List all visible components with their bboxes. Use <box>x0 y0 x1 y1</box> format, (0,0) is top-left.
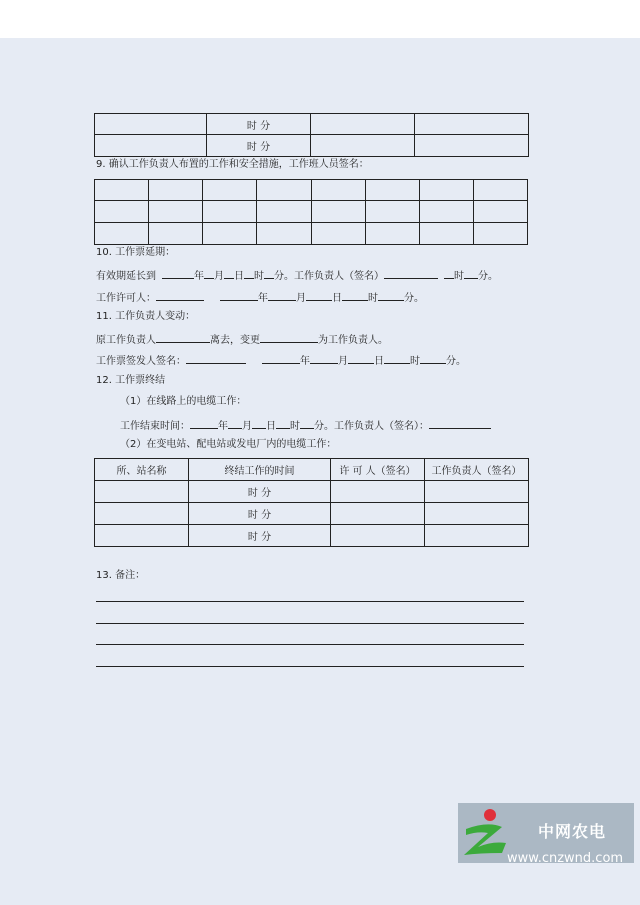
table-row <box>95 180 528 201</box>
blank-field[interactable] <box>306 290 332 301</box>
blank-field[interactable] <box>310 353 338 364</box>
time-cell: 时 分 <box>207 135 311 157</box>
table-header-row <box>95 459 529 481</box>
table-row <box>95 525 529 547</box>
top-time-table <box>94 113 529 157</box>
blank-field[interactable] <box>244 268 254 279</box>
time-cell: 时 分 <box>207 114 311 135</box>
sec13-title: 13. 备注： <box>96 570 146 581</box>
table-row <box>95 481 529 503</box>
blank-field[interactable] <box>252 418 266 429</box>
column-header: 工作负责人（签名） <box>425 459 529 481</box>
sec10-title: 10. 工作票延期： <box>96 247 176 258</box>
blank-field[interactable] <box>220 290 258 301</box>
blank-field[interactable] <box>348 353 374 364</box>
sec12-title: 12. 工作票终结 <box>96 375 166 386</box>
watermark-name: 中网农电 <box>538 822 607 841</box>
sec10-extension-line: 有效期延长到 年 月 日 时 分。工作负责人（签名） 时 分。 <box>96 268 498 283</box>
table-row <box>95 201 528 223</box>
blank-field[interactable] <box>342 290 368 301</box>
blank-field[interactable] <box>190 418 218 429</box>
blank-field[interactable] <box>464 268 478 279</box>
blank-field[interactable] <box>162 268 194 279</box>
sec11-title: 11. 工作负责人变动： <box>96 311 196 322</box>
blank-field[interactable] <box>262 353 300 364</box>
table-row <box>95 503 529 525</box>
blank-field[interactable] <box>378 290 404 301</box>
time-cell: 时 分 <box>189 503 331 525</box>
signature-field[interactable] <box>384 268 438 279</box>
signature-field[interactable] <box>156 332 210 343</box>
blank-field[interactable] <box>444 268 454 279</box>
sec10-permit-line: 工作许可人： 年 月 日 时 分。 <box>96 290 424 305</box>
signature-field[interactable] <box>156 290 204 301</box>
blank-field[interactable] <box>384 353 410 364</box>
table-row <box>95 223 528 245</box>
column-header: 终结工作的时间 <box>189 459 331 481</box>
remarks-line[interactable] <box>96 644 524 645</box>
remarks-line[interactable] <box>96 601 524 602</box>
sec11-issuer-line: 工作票签发人签名： 年 月 日 时 分。 <box>96 353 466 368</box>
table-row <box>95 114 529 135</box>
sec9-title: 9. 确认工作负责人布置的工作和安全措施，工作班人员签名： <box>96 159 369 170</box>
station-termination-table <box>94 458 529 547</box>
blank-field[interactable] <box>264 268 274 279</box>
remarks-line[interactable] <box>96 666 524 667</box>
signature-field[interactable] <box>429 418 491 429</box>
signature-field[interactable] <box>260 332 318 343</box>
blank-field[interactable] <box>276 418 290 429</box>
remarks-line[interactable] <box>96 623 524 624</box>
sec11-change-line: 原工作负责人 离去，变更 为工作负责人。 <box>96 332 388 347</box>
blank-field[interactable] <box>300 418 314 429</box>
blank-field[interactable] <box>224 268 234 279</box>
time-cell: 时 分 <box>189 525 331 547</box>
sec12-item2: （2）在变电站、配电站或发电厂内的电缆工作： <box>120 439 337 450</box>
watermark-url: www.cnzwnd.com <box>507 851 624 866</box>
blank-field[interactable] <box>268 290 296 301</box>
sec12-item1: （1）在线路上的电缆工作： <box>120 396 247 407</box>
blank-field[interactable] <box>420 353 446 364</box>
column-header: 许 可 人（签名） <box>331 459 425 481</box>
crew-signature-table <box>94 179 528 245</box>
table-row <box>95 135 529 157</box>
time-cell: 时 分 <box>189 481 331 503</box>
column-header: 所、站名称 <box>95 459 189 481</box>
blank-field[interactable] <box>204 268 214 279</box>
blank-field[interactable] <box>228 418 242 429</box>
sec12-end-time-line: 工作结束时间： 年 月 日 时 分。工作负责人（签名）： <box>120 418 491 433</box>
signature-field[interactable] <box>186 353 246 364</box>
